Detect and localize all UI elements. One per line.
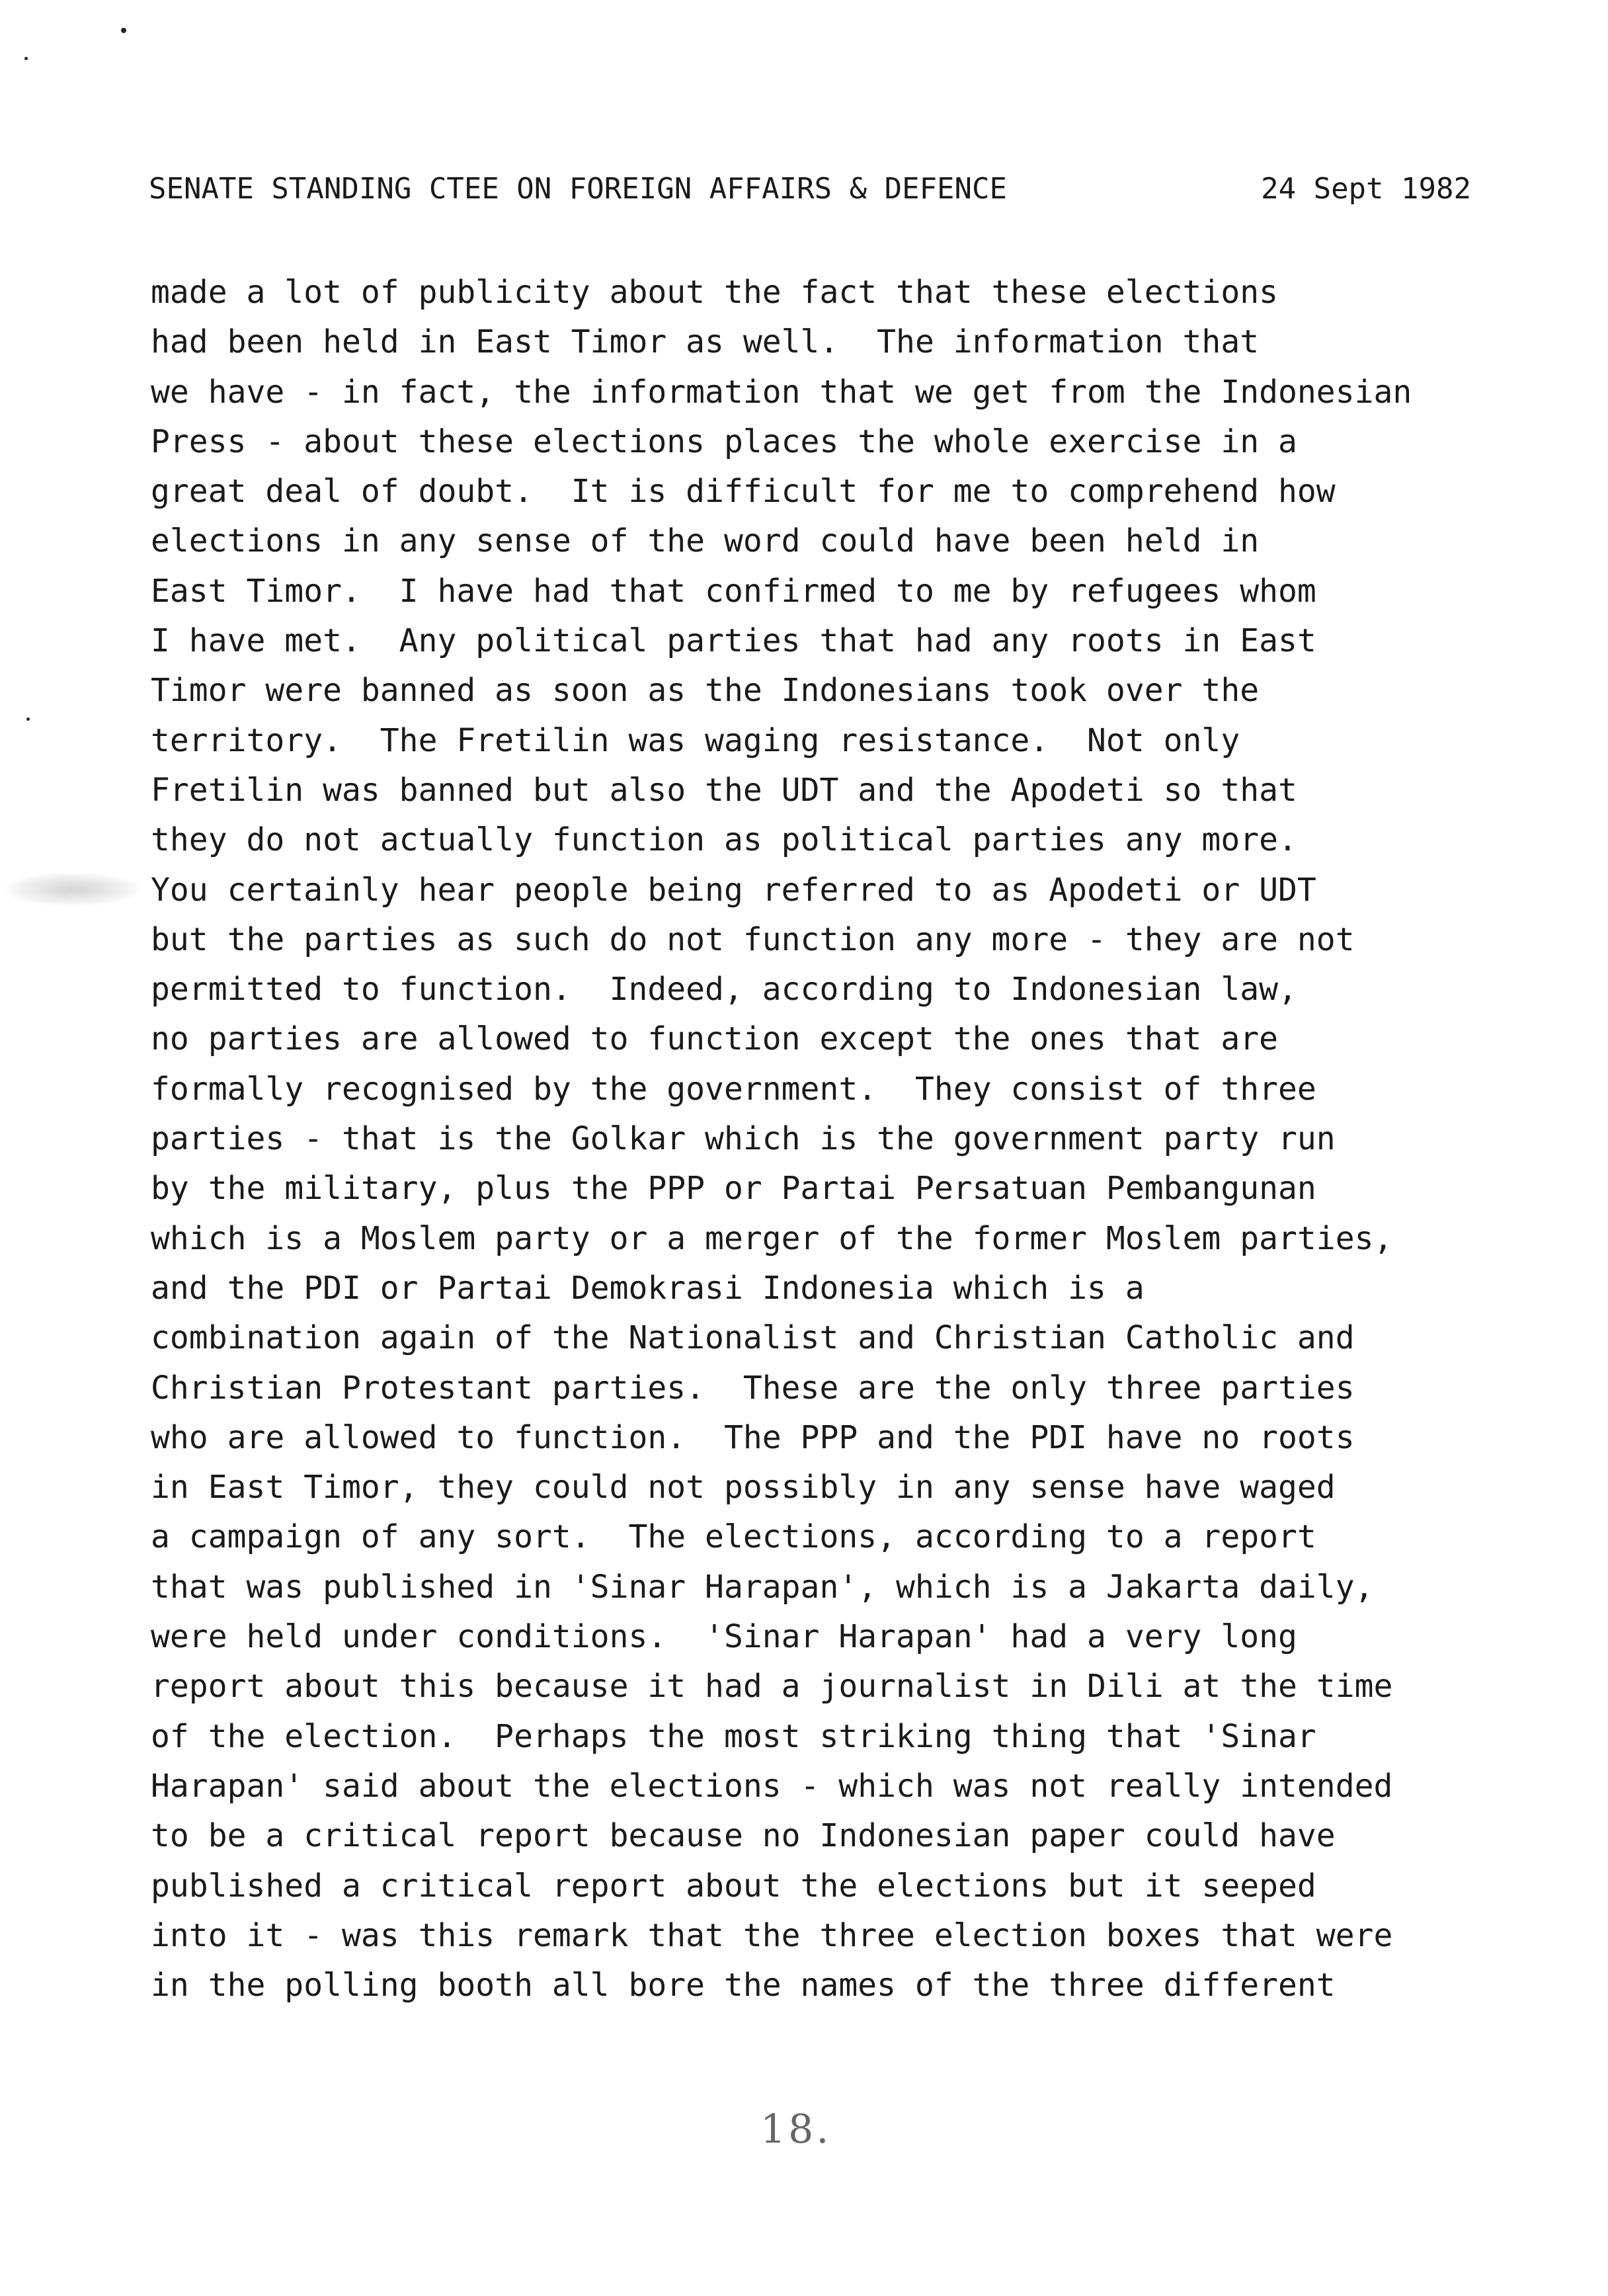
text-line: great deal of doubt. It is difficult for me to comprehend how [151,473,1336,511]
text-line: of the election. Perhaps the most striking thing that 'Sinar [151,1717,1316,1755]
text-line: report about this because it had a journalist in Dili at the time [151,1668,1393,1705]
header-date: 24 Sept 1982 [1261,172,1471,206]
text-line: formally recognised by the government. They consist of three [151,1070,1316,1108]
body-text [151,268,1480,2010]
text-line: permitted to function. Indeed, according to Indonesian law, [151,971,1297,1008]
text-line: were held under conditions. 'Sinar Harapan' had a very long [151,1618,1297,1656]
text-line: East Timor. I have had that confirmed to me by refugees whom [151,572,1316,610]
text-line: in East Timor, they could not possibly in any sense have waged [151,1469,1336,1506]
text-line: which is a Moslem party or a merger of the former Moslem parties, [151,1219,1393,1257]
text-line: but the parties as such do not function any more - they are not [151,921,1355,958]
page-number: 18. [760,2106,832,2152]
text-line: to be a critical report because no Indonesian paper could have [151,1817,1336,1855]
text-line: we have - in fact, the information that we get from the Indonesian [151,373,1412,411]
text-line: that was published in 'Sinar Harapan', which is a Jakarta daily, [151,1568,1374,1606]
text-line: elections in any sense of the word could have been held in [151,522,1260,560]
ink-speck [24,57,28,60]
text-line: they do not actually function as political parties any more. [151,821,1297,859]
text-line: and the PDI or Partai Demokrasi Indonesia which is a [151,1269,1145,1307]
header-title: SENATE STANDING CTEE ON FOREIGN AFFAIRS & DEFENCE [149,172,1008,206]
text-line: I have met. Any political parties that had any roots in East [151,622,1316,660]
text-line: parties - that is the Golkar which is the government party run [151,1120,1336,1158]
text-line: You certainly hear people being referred to as Apodeti or UDT [151,871,1316,909]
scan-smudge [7,873,139,906]
text-line: Harapan' said about the elections - which was not really intended [151,1767,1393,1805]
text-line: Timor were banned as soon as the Indonesians took over the [151,672,1260,710]
page-header [149,169,1471,209]
text-line: into it - was this remark that the three election boxes that were [151,1916,1393,1954]
text-line: no parties are allowed to function except the ones that are [151,1020,1279,1058]
text-line: combination again of the Nationalist and Christian Catholic and [151,1319,1355,1357]
text-line: in the polling booth all bore the names of the three different [151,1967,1336,2004]
text-line: who are allowed to function. The PPP and the PDI have no roots [151,1418,1355,1456]
text-line: territory. The Fretilin was waging resistance. Not only [151,721,1240,759]
text-line: had been held in East Timor as well. The information that [151,323,1260,361]
text-line: by the military, plus the PPP or Partai Persatuan Pembangunan [151,1170,1316,1208]
text-line: Press - about these elections places the whole exercise in a [151,423,1297,460]
text-line: Fretilin was banned but also the UDT and the Apodeti so that [151,771,1297,809]
text-line: made a lot of publicity about the fact that these elections [151,274,1279,311]
ink-speck [26,718,30,721]
ink-speck [121,28,126,33]
text-line: a campaign of any sort. The elections, according to a report [151,1518,1316,1556]
text-line: Christian Protestant parties. These are the only three parties [151,1369,1355,1407]
text-line: published a critical report about the elections but it seeped [151,1867,1316,1905]
